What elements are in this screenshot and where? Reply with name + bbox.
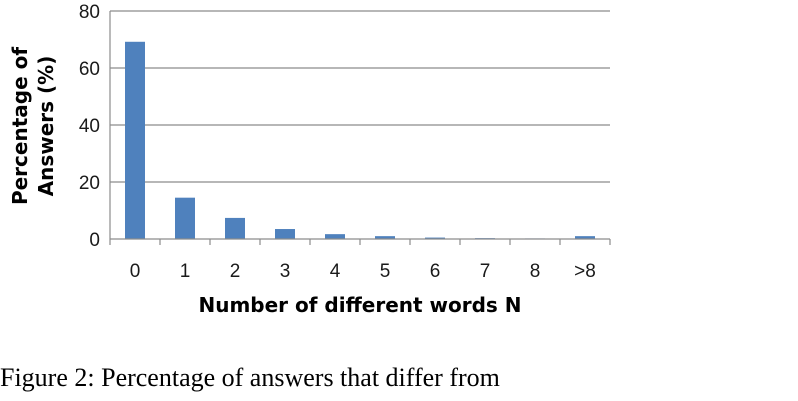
y-axis-title-line-2: Answers (%)	[34, 55, 58, 197]
x-tick-label-6: 6	[429, 261, 441, 282]
y-tick-label-60: 60	[78, 59, 100, 80]
y-axis-title	[8, 47, 58, 205]
bars	[125, 42, 595, 239]
x-tick-labels	[130, 261, 596, 282]
x-tick-label-8: 8	[529, 261, 541, 282]
bar-2	[225, 218, 245, 239]
bar-1	[175, 198, 195, 239]
y-tick-label-0: 0	[89, 230, 100, 251]
x-tick-label-1: 1	[179, 261, 191, 282]
figure-caption: Figure 2: Percentage of answers that differ from	[0, 363, 500, 392]
x-tick-label-7: 7	[479, 261, 491, 282]
y-axis-title-line-1: Percentage of	[8, 46, 32, 206]
x-tick-label-0: 0	[129, 261, 141, 282]
y-tick-labels	[79, 2, 100, 251]
x-tick-label-3: 3	[279, 261, 291, 282]
y-tick-label-80: 80	[78, 2, 100, 23]
x-tick-label-4: 4	[329, 261, 341, 282]
x-tick-label-5: 5	[379, 261, 391, 282]
bar-0	[125, 42, 145, 239]
y-tick-label-40: 40	[78, 116, 100, 137]
bar-4	[325, 234, 345, 239]
x-tick-label-2: 2	[229, 261, 241, 282]
x-tick-label->8: >8	[574, 261, 596, 282]
gridlines	[110, 11, 610, 182]
bar-3	[275, 229, 295, 239]
x-axis-title: Number of different words N	[198, 293, 522, 317]
y-tick-label-20: 20	[78, 173, 100, 194]
